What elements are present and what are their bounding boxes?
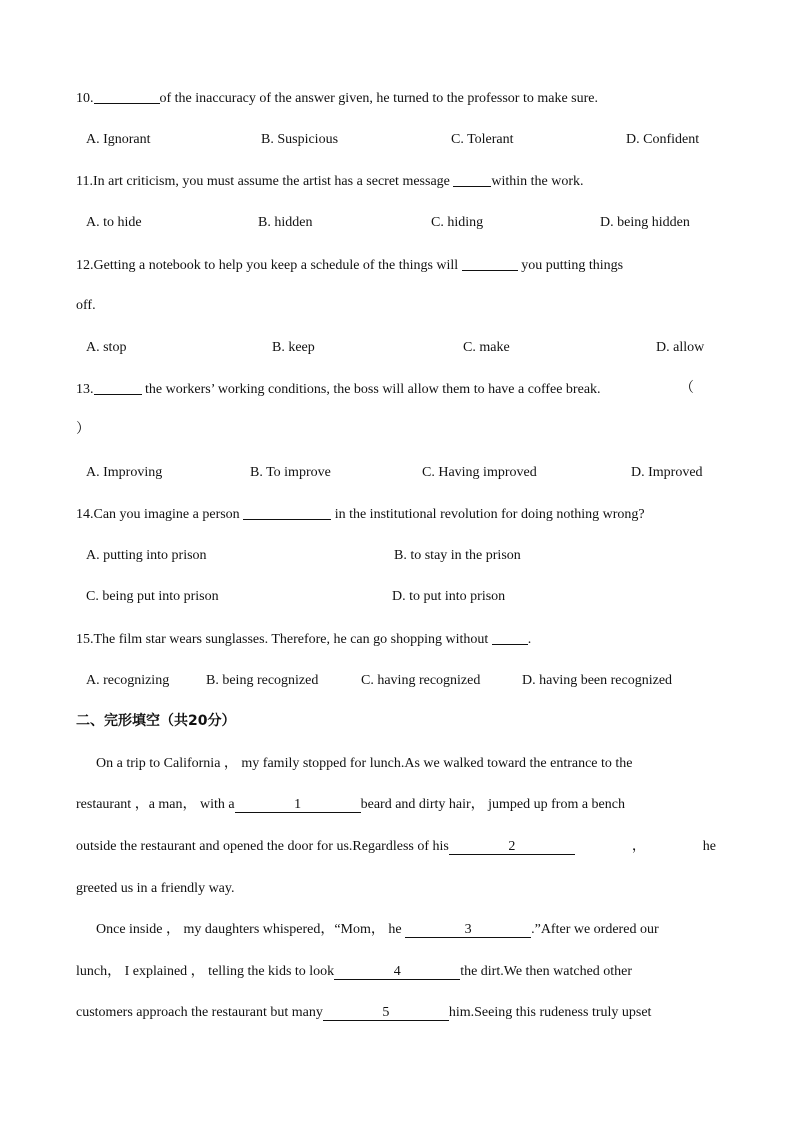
passage-text: .”After we ordered our bbox=[531, 922, 659, 937]
option-15-b: B. being recognized bbox=[206, 673, 319, 688]
cloze-blank-1: 1 bbox=[235, 797, 361, 813]
option-11-b: B. hidden bbox=[258, 215, 313, 230]
option-10-a: A. Ignorant bbox=[86, 132, 151, 147]
passage-line-2 bbox=[76, 796, 625, 814]
option-11-d: D. being hidden bbox=[600, 215, 690, 230]
option-15-a: A. recognizing bbox=[86, 673, 170, 688]
answer-paren-open: （ bbox=[680, 381, 694, 396]
question-12-stem-end: you putting things bbox=[521, 258, 624, 273]
cloze-blank-4: 4 bbox=[334, 964, 460, 980]
option-13-d: D. Improved bbox=[631, 465, 703, 480]
cloze-blank-5: 5 bbox=[323, 1005, 449, 1021]
question-11-stem-start: 11.In art criticism, you must assume the artist has a secret message bbox=[76, 174, 450, 189]
option-13-c: C. Having improved bbox=[422, 465, 537, 480]
question-12 bbox=[76, 256, 623, 275]
option-12-a: A. stop bbox=[86, 340, 127, 355]
cloze-blank-2: 2 bbox=[449, 839, 575, 855]
option-10-d: D. Confident bbox=[626, 132, 700, 147]
passage-text: he bbox=[702, 839, 716, 854]
question-10-stem: of the inaccuracy of the answer given, he turned to the professor to make sure. bbox=[159, 91, 599, 106]
answer-blank-10 bbox=[94, 89, 160, 104]
passage-line-3 bbox=[76, 838, 716, 856]
question-10-number: 10. bbox=[76, 91, 94, 106]
answer-blank-11 bbox=[453, 172, 491, 187]
option-14-a: A. putting into prison bbox=[86, 548, 207, 563]
question-14 bbox=[76, 505, 645, 524]
option-13-a: A. Improving bbox=[86, 465, 163, 480]
question-12-stem-start: 12.Getting a notebook to help you keep a schedule of the things will bbox=[76, 258, 459, 273]
option-11-c: C. hiding bbox=[431, 215, 484, 230]
answer-blank-14 bbox=[243, 505, 331, 520]
answer-paren-close: ） bbox=[76, 422, 90, 437]
option-10-c: C. Tolerant bbox=[451, 132, 514, 147]
option-14-b: B. to stay in the prison bbox=[394, 548, 521, 563]
passage-text: restaurant ，a man， with a bbox=[76, 797, 235, 812]
answer-blank-15 bbox=[492, 630, 528, 645]
answer-blank-13 bbox=[94, 380, 142, 395]
passage-text: customers approach the restaurant but many bbox=[76, 1005, 323, 1020]
option-14-d: D. to put into prison bbox=[392, 589, 506, 604]
passage-text: him.Seeing this rudeness truly upset bbox=[448, 1005, 652, 1020]
option-14-c: C. being put into prison bbox=[86, 589, 219, 604]
question-11-stem-end: within the work. bbox=[491, 174, 584, 189]
passage-line-4: greeted us in a friendly way. bbox=[76, 881, 235, 896]
question-11 bbox=[76, 172, 584, 191]
passage-line-1: On a trip to California ， my family stopped for lunch.As we walked toward the entrance to the bbox=[96, 756, 633, 771]
question-10 bbox=[76, 89, 598, 108]
passage-text: lunch， I explained ， telling the kids to look bbox=[76, 964, 335, 979]
question-15-stem-end: . bbox=[527, 632, 532, 647]
option-15-c: C. having recognized bbox=[361, 673, 481, 688]
question-13 bbox=[76, 380, 601, 399]
passage-text: outside the restaurant and opened the door for us.Regardless of his bbox=[76, 839, 449, 854]
passage-text: beard and dirty hair， jumped up from a bench bbox=[360, 797, 625, 812]
option-12-d: D. allow bbox=[656, 340, 705, 355]
option-11-a: A. to hide bbox=[86, 215, 142, 230]
passage-line-6 bbox=[76, 963, 632, 981]
question-15 bbox=[76, 630, 531, 649]
question-12-continuation: off. bbox=[76, 298, 96, 313]
question-13-number: 13. bbox=[76, 382, 94, 397]
option-12-b: B. keep bbox=[272, 340, 315, 355]
question-13-stem: the workers’ working conditions, the boss will allow them to have a coffee break. bbox=[145, 382, 601, 397]
passage-line-7 bbox=[76, 1004, 651, 1022]
passage-text: ， bbox=[631, 839, 646, 854]
option-10-b: B. Suspicious bbox=[261, 132, 339, 147]
passage-text: the dirt.We then watched other bbox=[460, 964, 633, 979]
answer-blank-12 bbox=[462, 256, 518, 271]
question-14-stem-start: 14.Can you imagine a person bbox=[76, 507, 240, 522]
option-13-b: B. To improve bbox=[250, 465, 331, 480]
passage-line-5 bbox=[96, 921, 659, 939]
section-heading-cloze: 二、完形填空（共20分） bbox=[76, 713, 236, 729]
passage-text: Once inside ， my daughters whispered，“Mom， he bbox=[96, 922, 402, 937]
option-12-c: C. make bbox=[463, 340, 510, 355]
cloze-blank-3: 3 bbox=[405, 922, 531, 938]
question-14-stem-end: in the institutional revolution for doing nothing wrong? bbox=[334, 507, 645, 522]
option-15-d: D. having been recognized bbox=[522, 673, 673, 688]
question-15-stem-start: 15.The film star wears sunglasses. Therefore, he can go shopping without bbox=[76, 632, 489, 647]
